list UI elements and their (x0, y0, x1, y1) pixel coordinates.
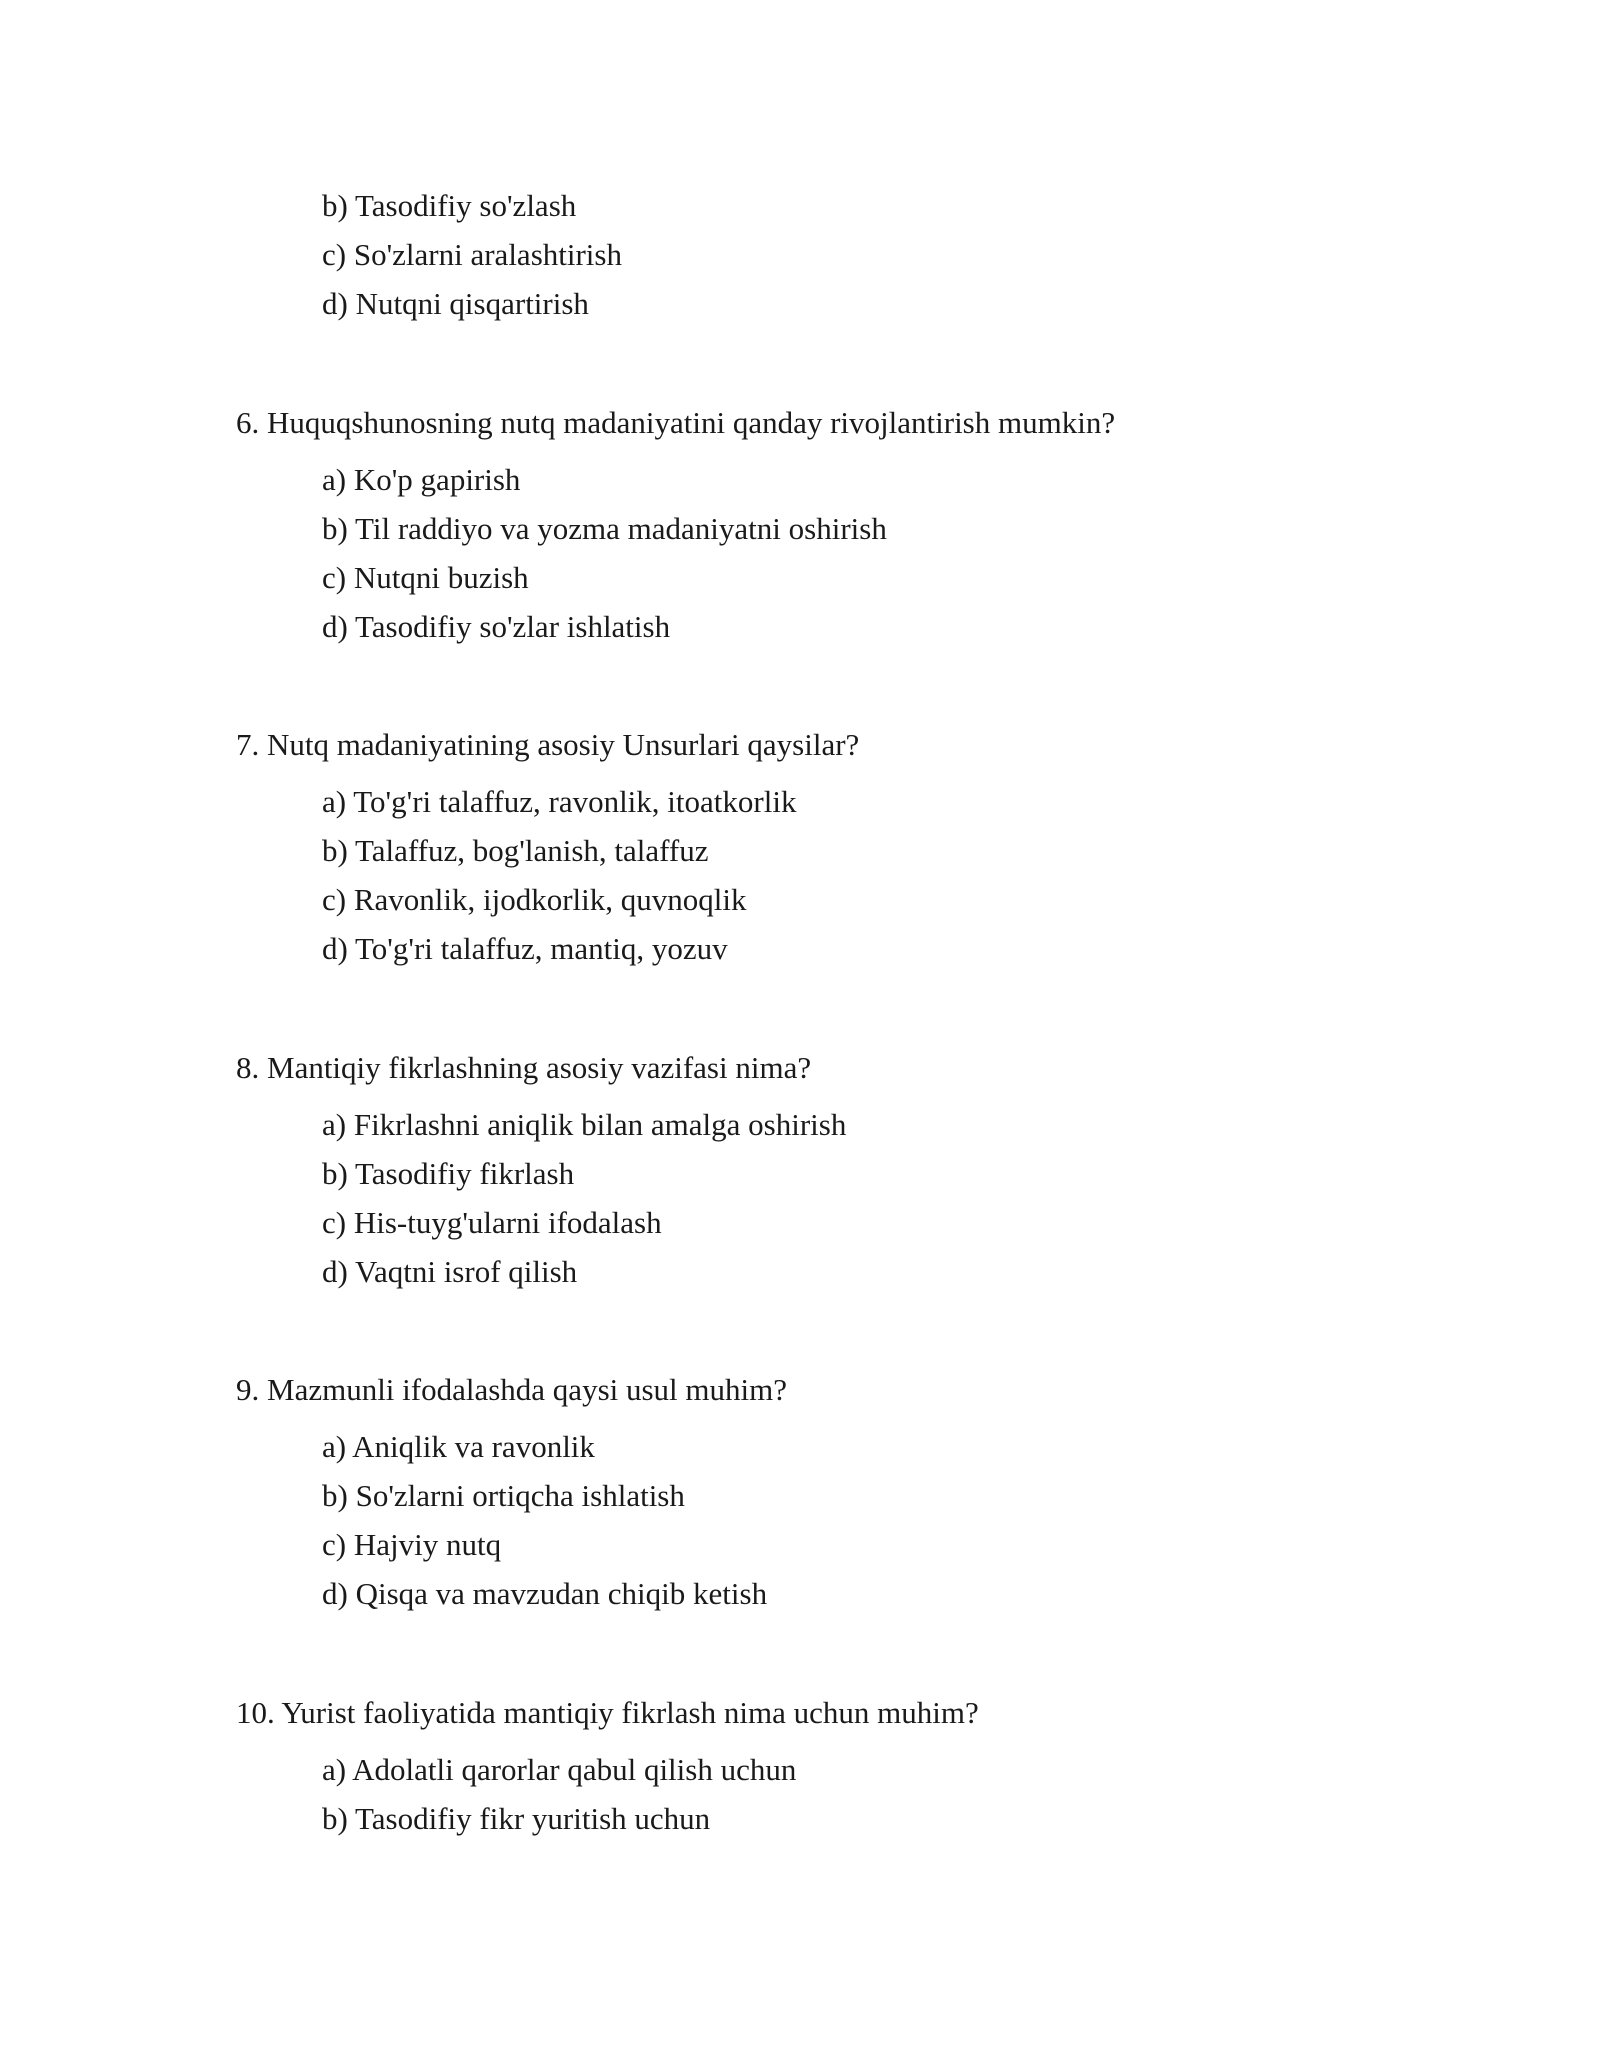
question-8-option-b: b) Tasodifiy fikrlash (322, 1156, 575, 1191)
question-9-option-d: d) Qisqa va mavzudan chiqib ketish (322, 1576, 768, 1611)
question-10: 10. Yurist faoliyatida mantiqiy fikrlash nima uchun muhim? (236, 1695, 979, 1730)
question-6-option-d: d) Tasodifiy so'zlar ishlatish (322, 609, 671, 644)
question-7-option-b: b) Talaffuz, bog'lanish, talaffuz (322, 833, 709, 868)
question-9: 9. Mazmunli ifodalashda qaysi usul muhim? (236, 1372, 788, 1407)
question-7-option-a: a) To'g'ri talaffuz, ravonlik, itoatkorlik (322, 784, 797, 819)
question-6-option-a: a) Ko'p gapirish (322, 462, 521, 497)
question-10-option-a: a) Adolatli qarorlar qabul qilish uchun (322, 1752, 797, 1787)
question-7-option-c: c) Ravonlik, ijodkorlik, quvnoqlik (322, 882, 747, 917)
question-8-option-a: a) Fikrlashni aniqlik bilan amalga oshirish (322, 1107, 847, 1142)
question-8-option-d: d) Vaqtni isrof qilish (322, 1254, 578, 1289)
question-7: 7. Nutq madaniyatining asosiy Unsurlari qaysilar? (236, 727, 860, 762)
prev-option-d: d) Nutqni qisqartirish (322, 286, 589, 321)
prev-option-c: c) So'zlarni aralashtirish (322, 237, 622, 272)
question-9-option-c: c) Hajviy nutq (322, 1527, 502, 1562)
prev-option-b: b) Tasodifiy so'zlash (322, 188, 577, 223)
question-10-option-b: b) Tasodifiy fikr yuritish uchun (322, 1801, 711, 1836)
question-8-option-c: c) His-tuyg'ularni ifodalash (322, 1205, 662, 1240)
question-7-option-d: d) To'g'ri talaffuz, mantiq, yozuv (322, 931, 728, 966)
question-9-option-a: a) Aniqlik va ravonlik (322, 1429, 595, 1464)
question-8: 8. Mantiqiy fikrlashning asosiy vazifasi nima? (236, 1050, 812, 1085)
question-9-option-b: b) So'zlarni ortiqcha ishlatish (322, 1478, 685, 1513)
question-6-option-b: b) Til raddiyo va yozma madaniyatni oshirish (322, 511, 887, 546)
question-6-option-c: c) Nutqni buzish (322, 560, 529, 595)
question-6: 6. Huquqshunosning nutq madaniyatini qanday rivojlantirish mumkin? (236, 405, 1116, 440)
